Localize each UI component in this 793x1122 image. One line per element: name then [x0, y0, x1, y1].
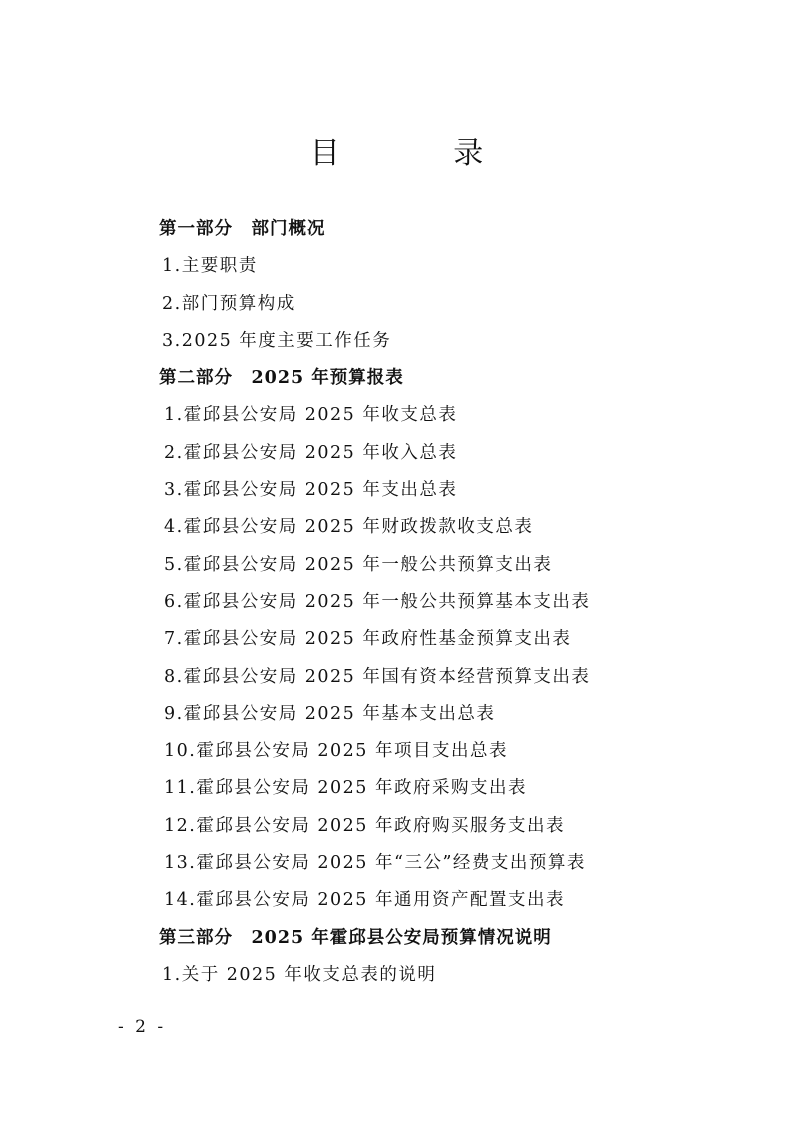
- toc-item: 6.霍邱县公安局 2025 年一般公共预算基本支出表: [164, 591, 591, 612]
- toc-item: 4.霍邱县公安局 2025 年财政拨款收支总表: [164, 517, 534, 538]
- page-number: - 2 -: [118, 1017, 167, 1037]
- toc-item: 5.霍邱县公安局 2025 年一般公共预算支出表: [164, 554, 553, 575]
- toc-item: 1.主要职责: [162, 256, 258, 277]
- table-of-contents: [159, 211, 759, 994]
- toc-item: 1.霍邱县公安局 2025 年收支总表: [164, 405, 458, 426]
- toc-item: 7.霍邱县公安局 2025 年政府性基金预算支出表: [164, 629, 572, 650]
- toc-item: 9.霍邱县公安局 2025 年基本支出总表: [164, 703, 496, 724]
- toc-item: 12.霍邱县公安局 2025 年政府购买服务支出表: [164, 815, 565, 836]
- toc-item: 2.部门预算构成: [162, 293, 296, 314]
- toc-section-3: 第三部分 2025 年霍邱县公安局预算情况说明: [159, 927, 552, 948]
- toc-section-1: 第一部分 部门概况: [159, 219, 326, 239]
- toc-item: 13.霍邱县公安局 2025 年“三公”经费支出预算表: [164, 853, 586, 874]
- toc-item: 10.霍邱县公安局 2025 年项目支出总表: [164, 741, 508, 762]
- toc-item: 14.霍邱县公安局 2025 年通用资产配置支出表: [164, 890, 565, 911]
- toc-item: 2.霍邱县公安局 2025 年收入总表: [164, 442, 458, 463]
- toc-item: 8.霍邱县公安局 2025 年国有资本经营预算支出表: [164, 666, 591, 687]
- toc-item: 3.2025 年度主要工作任务: [162, 330, 392, 351]
- page-title: 目 录: [309, 136, 536, 171]
- toc-item: 11.霍邱县公安局 2025 年政府采购支出表: [164, 778, 527, 799]
- toc-section-2: 第二部分 2025 年预算报表: [159, 368, 404, 389]
- toc-item: 3.霍邱县公安局 2025 年支出总表: [164, 480, 458, 501]
- toc-item: 1.关于 2025 年收支总表的说明: [162, 964, 437, 985]
